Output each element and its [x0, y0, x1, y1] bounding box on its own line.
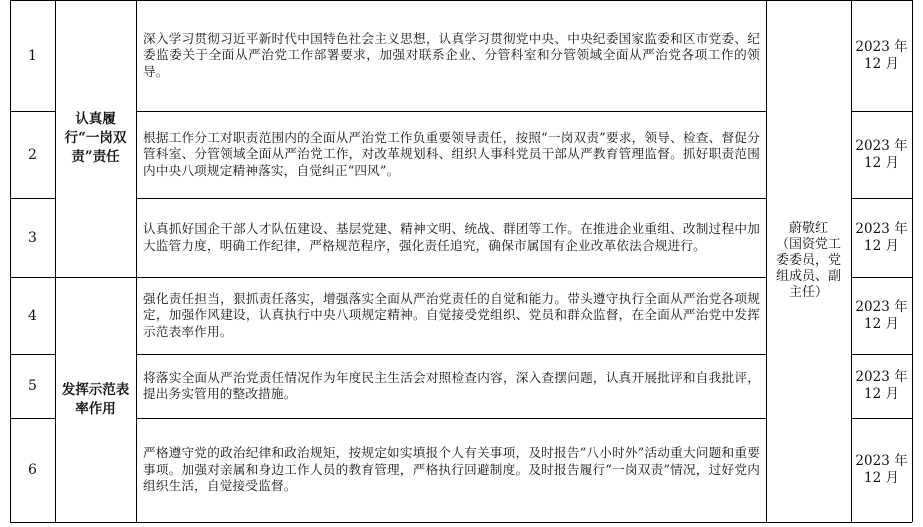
deadline: 2023 年 12 月: [855, 369, 908, 402]
task-content: 将落实全面从严治党责任情况作为年度民主生活会对照检查内容，深入查摆问题，认真开展批评和自我批评，提出务实管用的整改措施。: [143, 369, 760, 401]
row-number: 2: [28, 146, 37, 163]
row-number: 5: [28, 378, 37, 394]
row-number: 4: [28, 307, 37, 324]
task-content: 强化责任担当，狠抓责任落实，增强落实全面从严治党责任的自觉和能力。带头遵守执行全面从严治党各项规定，加强作风建设，认真执行中央八项规定精神。自觉接受党组织、党员和群众监督，在全面从严治党中发挥示范表率作用。: [143, 290, 760, 339]
deadline: 2023 年 12 月: [855, 298, 908, 332]
row-divider: [10, 522, 912, 523]
deadline: 2023 年 12 月: [855, 38, 908, 72]
row-number: 6: [28, 462, 37, 478]
task-content: 认真抓好国企干部人才队伍建设、基层党建、精神文明、统战、群团等工作。在推进企业重组、改制过程中加大监管力度，明确工作纪律，严格规范程序，强化责任追究，确保市属国有企业改革依法合规进行。: [143, 221, 760, 253]
deadline: 2023 年 12 月: [855, 137, 908, 171]
category-cell: 发挥示范表率作用: [61, 381, 130, 417]
column-divider: [912, 0, 913, 522]
task-content: 根据工作分工对职责范围内的全面从严治党工作负重要领导责任，按照“一岗双责”要求，领导、检查、督促分管科室、分管领域全面从严治党工作，对改革规划科、组织人事科党员干部从严教育管理监督。抓好职责范围内中央八项规定精神落实，自觉纠正“四风”。: [143, 129, 760, 178]
deadline: 2023 年 12 月: [855, 220, 908, 254]
row-number: 1: [28, 47, 37, 64]
task-content: 严格遵守党的政治纪律和政治规矩，按规定如实填报个人有关事项，及时报告“八小时外”活动重大问题和重要事项。加强对亲属和身边工作人员的教育管理，严格执行回避制度。及时报告履行“一岗双责”情况，过好党内组织生活，自觉接受监督。: [143, 445, 760, 494]
row-number: 3: [28, 229, 37, 246]
deadline: 2023 年 12 月: [855, 453, 908, 486]
task-content: 深入学习贯彻习近平新时代中国特色社会主义思想，认真学习贯彻党中央、中央纪委国家监委和区市党委、纪委监委关于全面从严治党工作部署要求，加强对联系企业、分管科室和分管领域全面从严治党各项工作的领导。: [143, 30, 760, 79]
category-cell: 认真履行“一岗双责”责任: [64, 111, 127, 165]
responsible-person: 蔚敬红 （国资党工委委员，党组成员、副主任）: [776, 221, 842, 300]
